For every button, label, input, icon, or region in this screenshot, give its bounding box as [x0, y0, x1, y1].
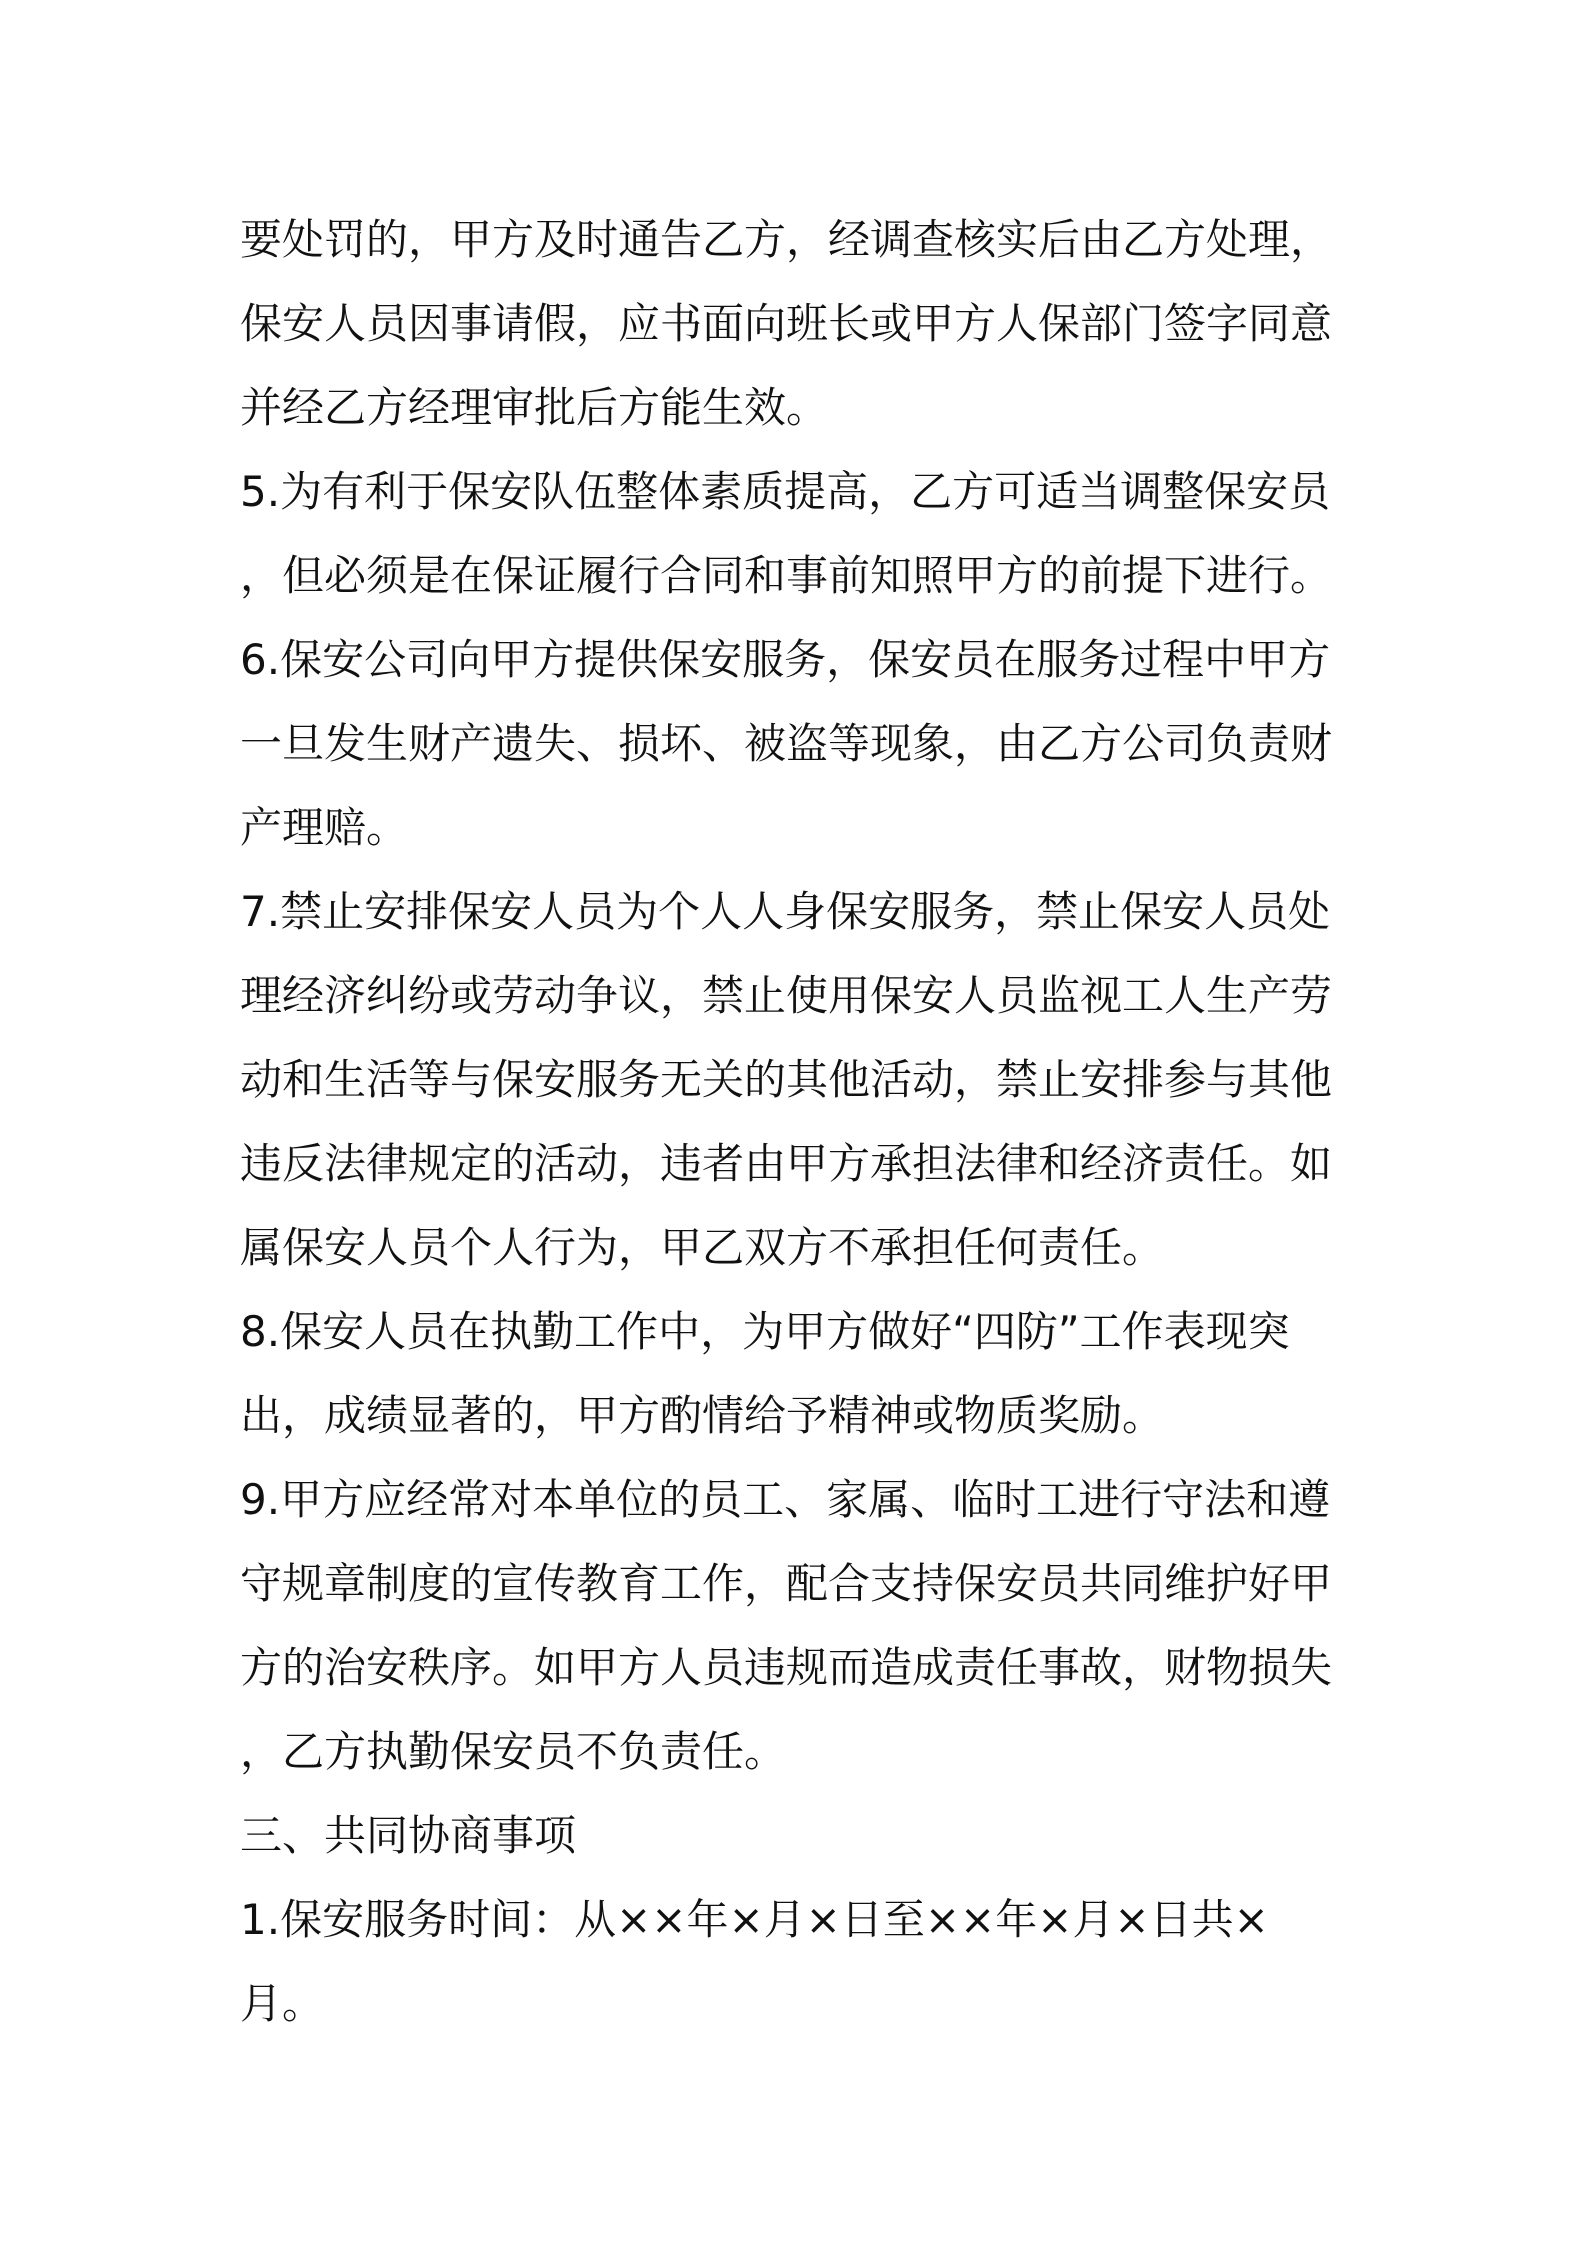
text-line: 6.保安公司向甲方提供保安服务，保安员在服务过程中甲方 — [240, 635, 1331, 684]
text-line: 5.为有利于保安队伍整体素质提高，乙方可适当调整保安员 — [240, 467, 1331, 516]
text-line: 1.保安服务时间：从××年×月×日至××年×月×日共× — [240, 1895, 1269, 1944]
document-body — [240, 198, 1360, 2046]
text-line: ，但必须是在保证履行合同和事前知照甲方的前提下进行。 — [240, 551, 1333, 600]
text-line: ，乙方执勤保安员不负责任。 — [240, 1727, 787, 1776]
text-line: 出，成绩显著的，甲方酌情给予精神或物质奖励。 — [240, 1391, 1165, 1440]
text-line: 违反法律规定的活动，违者由甲方承担法律和经济责任。如 — [240, 1139, 1333, 1188]
text-line: 守规章制度的宣传教育工作，配合支持保安员共同维护好甲 — [240, 1559, 1333, 1608]
text-line: 要处罚的，甲方及时通告乙方，经调查核实后由乙方处理， — [240, 215, 1333, 264]
text-line: 保安人员因事请假，应书面向班长或甲方人保部门签字同意 — [240, 299, 1333, 348]
text-line: 8.保安人员在执勤工作中，为甲方做好“四防”工作表现突 — [240, 1307, 1290, 1356]
text-line: 一旦发生财产遗失、损坏、被盗等现象，由乙方公司负责财 — [240, 719, 1333, 768]
text-line: 9.甲方应经常对本单位的员工、家属、临时工进行守法和遵 — [240, 1475, 1331, 1524]
text-line: 理经济纠纷或劳动争议，禁止使用保安人员监视工人生产劳 — [240, 971, 1333, 1020]
text-line: 方的治安秩序。如甲方人员违规而造成责任事故，财物损失 — [240, 1643, 1333, 1692]
text-line: 7.禁止安排保安人员为个人人身保安服务，禁止保安人员处 — [240, 887, 1331, 936]
text-line: 产理赔。 — [240, 803, 409, 852]
text-line: 月。 — [240, 1979, 325, 2028]
text-line: 动和生活等与保安服务无关的其他活动，禁止安排参与其他 — [240, 1055, 1333, 1104]
section-heading: 三、共同协商事项 — [240, 1811, 577, 1860]
text-line: 属保安人员个人行为，甲乙双方不承担任何责任。 — [240, 1223, 1165, 1272]
text-line: 并经乙方经理审批后方能生效。 — [240, 383, 829, 432]
